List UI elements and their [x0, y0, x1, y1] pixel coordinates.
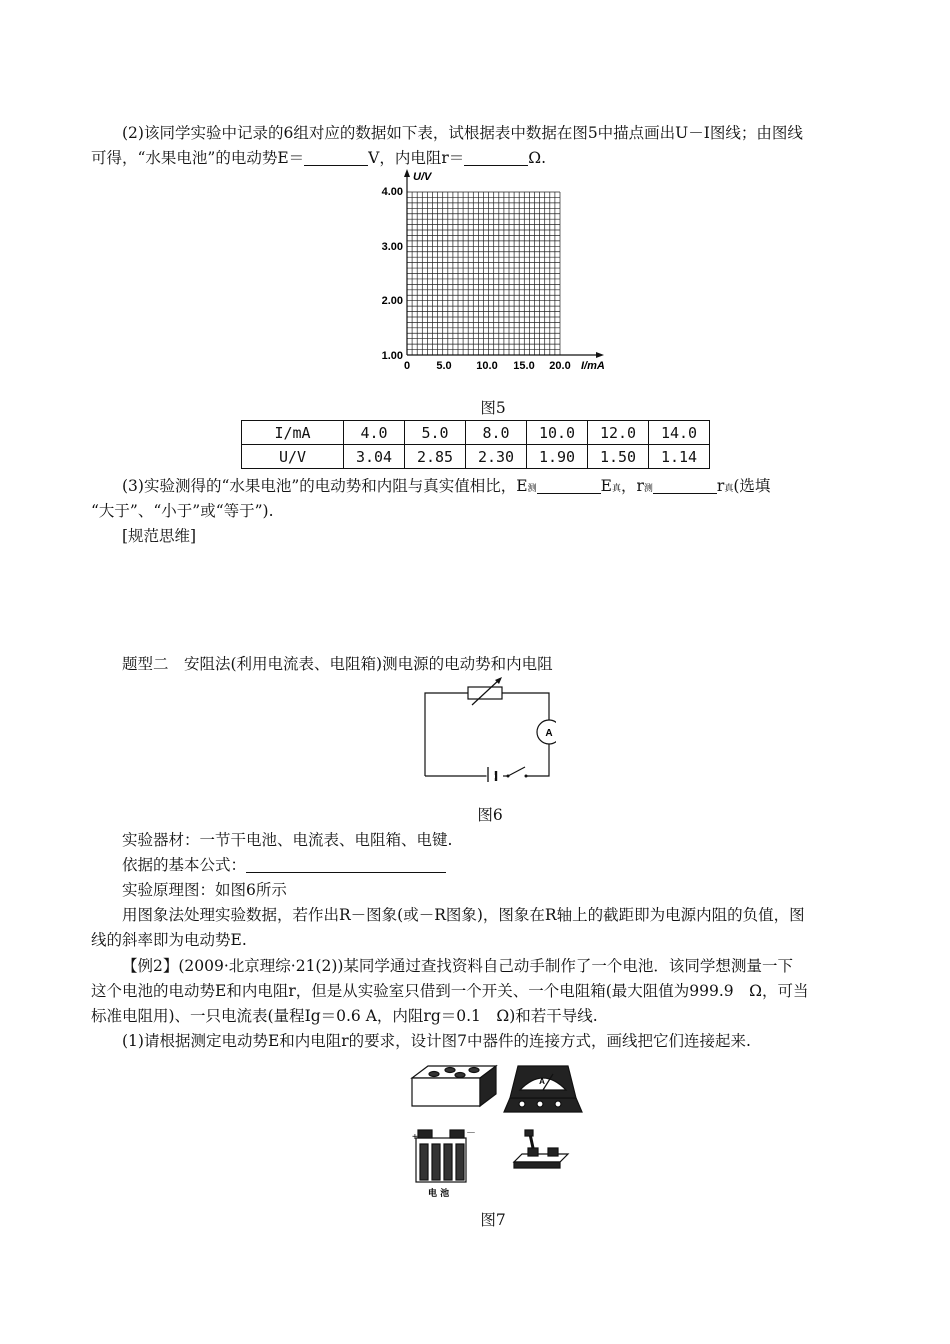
emf-compare-blank[interactable]: [537, 477, 601, 494]
y-tick-1: 1.00: [381, 350, 403, 362]
table-cell: 1.50: [588, 445, 649, 469]
example-2-line3: 标准电阻用)、一只电流表(量程Ig＝0.6 A，内阻rg＝0.1 Ω)和若干导线.: [91, 1007, 598, 1025]
q3-text: (3)实验测得的“水果电池”的电动势和内阻与真实值相比，E: [122, 477, 528, 495]
switch-device: [514, 1130, 568, 1168]
figure-6-circuit: [420, 676, 556, 782]
x-tick-20: 20.0: [549, 360, 571, 372]
table-cell: 1.90: [527, 445, 588, 469]
formula-line: [91, 853, 892, 878]
subscript-true: 真: [724, 484, 734, 494]
ohm-unit: Ω.: [528, 149, 547, 167]
circuit-wire: [425, 693, 468, 776]
question-3-line2: “大于”、“小于”或“等于”).: [91, 502, 274, 520]
formula-label: 依据的基本公式：: [122, 856, 247, 874]
figure-7-devices: [408, 1060, 588, 1200]
switch-contact: [507, 775, 510, 778]
subscript-measured: 测: [643, 484, 653, 494]
x-axis-arrow: [596, 352, 604, 358]
data-table: [241, 420, 710, 469]
thinking-label: [规范思维]: [122, 527, 197, 545]
question-3-line1: [91, 474, 892, 502]
section-2-title: 题型二 安阻法(利用电流表、电阻箱)测电源的电动势和内电阻: [122, 655, 553, 673]
resistance-blank[interactable]: [464, 149, 528, 166]
q3-text: ，r: [620, 477, 644, 495]
figure-6-caption: 图6: [477, 806, 503, 824]
table-row: [242, 421, 710, 445]
graph-method-line1: 用图象法处理实验数据，若作出R－图象(或－R图象)，图象在R轴上的截距即为电源内阻的负值，图: [122, 906, 805, 924]
battery-minus-sign: －: [466, 1128, 476, 1139]
q3-text: E: [600, 477, 612, 495]
table-header-current: I/mA: [242, 421, 344, 445]
table-cell: 2.85: [405, 445, 466, 469]
y-tick-3: 3.00: [381, 241, 403, 253]
circuit-wire: [502, 693, 549, 720]
battery-device: [416, 1130, 466, 1182]
x-tick-15: 15.0: [513, 360, 535, 372]
graph-method-line2: 线的斜率即为电动势E.: [91, 931, 247, 949]
question-2-line1: (2)该同学实验中记录的6组对应的数据如下表，试根据表中数据在图5中描点画出U－I图线；由图线: [122, 124, 803, 142]
figure-5-graph: [360, 168, 630, 380]
table-cell: 2.30: [466, 445, 527, 469]
resistance-box-device: [412, 1066, 496, 1106]
example-2-line1: 【例2】(2009·北京理综·21(2))某同学通过查找资料自己动手制作了一个电池．该同学想测量一下: [122, 957, 793, 975]
table-cell: 4.0: [344, 421, 405, 445]
table-cell: 5.0: [405, 421, 466, 445]
q3-text: (选填: [733, 477, 771, 495]
battery-label: 电 池: [428, 1189, 450, 1199]
formula-blank[interactable]: [246, 856, 446, 873]
resistance-prompt: V，内电阻r＝: [368, 149, 465, 167]
graph-grid: [407, 192, 560, 355]
example-2-line2: 这个电池的电动势E和内电阻r，但是从实验室只借到一个开关、一个电阻箱(最大阻值为999.9 Ω，可当: [91, 982, 809, 1000]
y-axis-label: U/V: [413, 171, 432, 183]
emf-prompt: 可得，“水果电池”的电动势E＝: [91, 149, 305, 167]
subscript-true: 真: [611, 484, 621, 494]
y-axis-arrow: [404, 169, 410, 177]
table-cell: 1.14: [649, 445, 710, 469]
q3-text: r: [716, 477, 725, 495]
x-axis-label: I/mA: [581, 360, 605, 372]
principle-text: 实验原理图：如图6所示: [122, 881, 287, 899]
ammeter-label: A: [545, 728, 553, 739]
table-cell: 3.04: [344, 445, 405, 469]
figure-5-caption: 图5: [480, 399, 506, 417]
battery-plus-sign: +: [412, 1132, 418, 1143]
switch-blade: [508, 767, 525, 776]
circuit-wire: [527, 744, 549, 776]
table-header-voltage: U/V: [242, 445, 344, 469]
ammeter-device-label: A: [539, 1077, 545, 1086]
switch-contact: [525, 775, 528, 778]
example-2-question-1: (1)请根据测定电动势E和内电阻r的要求，设计图7中器件的连接方式，画线把它们连接起来.: [122, 1032, 751, 1050]
table-row: [242, 445, 710, 469]
ammeter-device: [504, 1066, 582, 1112]
table-cell: 10.0: [527, 421, 588, 445]
subscript-measured: 测: [527, 484, 537, 494]
x-tick-0: 0: [403, 360, 411, 372]
y-tick-2: 2.00: [381, 295, 403, 307]
table-cell: 8.0: [466, 421, 527, 445]
x-tick-5: 5.0: [436, 360, 452, 372]
equipment-text: 实验器材：一节干电池、电流表、电阻箱、电键.: [122, 831, 453, 849]
y-tick-4: 4.00: [381, 186, 403, 198]
table-cell: 14.0: [649, 421, 710, 445]
x-tick-10: 10.0: [476, 360, 498, 372]
emf-blank[interactable]: [304, 149, 368, 166]
table-cell: 12.0: [588, 421, 649, 445]
r-compare-blank[interactable]: [653, 477, 717, 494]
figure-7-caption: 图7: [480, 1211, 506, 1229]
